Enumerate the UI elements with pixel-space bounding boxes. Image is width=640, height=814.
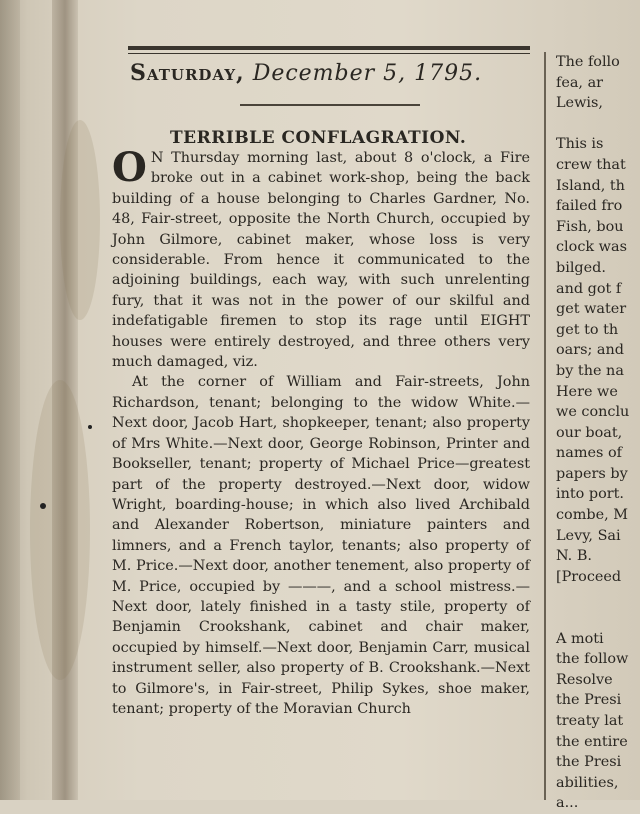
adjacent-column-line: combe, M (556, 507, 628, 524)
adjacent-column-line: we conclu (556, 404, 630, 421)
adjacent-column-line: by the na (556, 362, 624, 379)
adjacent-column (556, 52, 640, 812)
dateline-rule (240, 104, 420, 106)
adjacent-column-line: clock was (556, 239, 627, 256)
adjacent-column-line: into port. (556, 486, 625, 503)
adjacent-column-line: Levy, Sai (556, 527, 621, 544)
stain (30, 380, 90, 680)
adjacent-column-line: treaty lat (556, 713, 624, 729)
masthead-rule-thin (128, 53, 530, 54)
adjacent-column-line: papers by (556, 465, 628, 482)
masthead-rule (128, 46, 530, 50)
ink-spot (88, 425, 92, 429)
adjacent-column-line: The follo (556, 54, 620, 70)
adjacent-column-line: crew that (556, 156, 626, 173)
adjacent-column-line: Here we (556, 383, 618, 400)
adjacent-column-line: a... (556, 795, 579, 812)
adjacent-column-line: N. B. (556, 548, 592, 565)
adjacent-column-line: our boat, (556, 424, 623, 441)
adjacent-column-line: A moti (556, 630, 604, 647)
dateline (130, 60, 530, 96)
adjacent-column-line: names of (556, 445, 622, 462)
column-divider (544, 52, 546, 800)
adjacent-column-line (556, 114, 640, 135)
dateline-date: December 5, 1795. (252, 61, 483, 86)
adjacent-column-line: Fish, bou (556, 218, 624, 235)
adjacent-column-line: Island, th (556, 177, 625, 194)
stain (60, 120, 100, 320)
adjacent-column-line: This is (556, 136, 604, 153)
adjacent-column-line: the Presi (556, 754, 622, 771)
page-edge (0, 0, 20, 800)
adjacent-column-line: abilities, (556, 774, 619, 791)
adjacent-column-line: the entire (556, 733, 628, 750)
adjacent-column-line: get water (556, 301, 627, 318)
article-paragraph-1: N Thursday morning last, about 8 o'clock, a Fire broke out in a cabinet work-shop, being the back building of a house belonging to Charles Gardner, No. 48, Fair-street, opposite the North Church, occupied by John Gilmore, cabinet maker, whose loss is very considerable. From hence it communicated to the adjoining buildings, each way, with such unrelenting fury, that it was not in the power of our skilful and indefatigable firemen to stop its rage until EIGHT houses were entirely destroyed, and three others very much damaged, viz. (112, 150, 530, 371)
adjacent-column-line: the follow (556, 651, 629, 668)
adjacent-column-line: get to th (556, 321, 619, 338)
adjacent-column-line: [Proceed (556, 568, 622, 585)
ink-spot (40, 503, 46, 509)
article-body (112, 144, 530, 719)
drop-cap: O (112, 144, 147, 191)
adjacent-column-line: bilged. (556, 259, 606, 276)
adjacent-column-line: failed fro (556, 198, 623, 215)
article-paragraph-2: At the corner of William and Fair-streets, John Richardson, tenant; belonging to the widow White.—Next door, Jacob Hart, shopkeeper, tenant; also property of Mrs White.—Next door, George Robinson, Printer and Bookseller, tenant; property of Michael Price—greatest part of the property destroyed.—Next door, widow Wright, boarding-house; in which also lived Archibald and Alexander Robertson, miniature painters and limners, and a French taylor, tenants; also property of M. Price.—Next door, another tenement, also property of M. Price, occupied by ———, and a school mistress.—Next door, lately finished in a tasty stile, property of Benjamin Crookshank, cabinet and chair maker, occupied by himself.—Next door, Benjamin Carr, musical instrument seller, also property of B. Crookshank.—Next to Gilmore's, in Fair-street, Philip Sykes, shoe maker, tenant; property of the Moravian Church (112, 374, 530, 717)
adjacent-column-line: the Presi (556, 692, 622, 709)
adjacent-column-line: fea, ar (556, 74, 604, 91)
adjacent-column-line: Lewis, (556, 95, 603, 112)
adjacent-column-line: oars; and (556, 342, 624, 359)
adjacent-column-line: Resolve (556, 671, 613, 688)
article-headline: TERRIBLE CONFLAGRATION. (170, 128, 467, 148)
adjacent-column-line: and got f (556, 280, 622, 297)
dateline-day: Saturday, (130, 60, 245, 86)
adjacent-column-line (556, 587, 640, 608)
adjacent-column-line (556, 608, 640, 629)
